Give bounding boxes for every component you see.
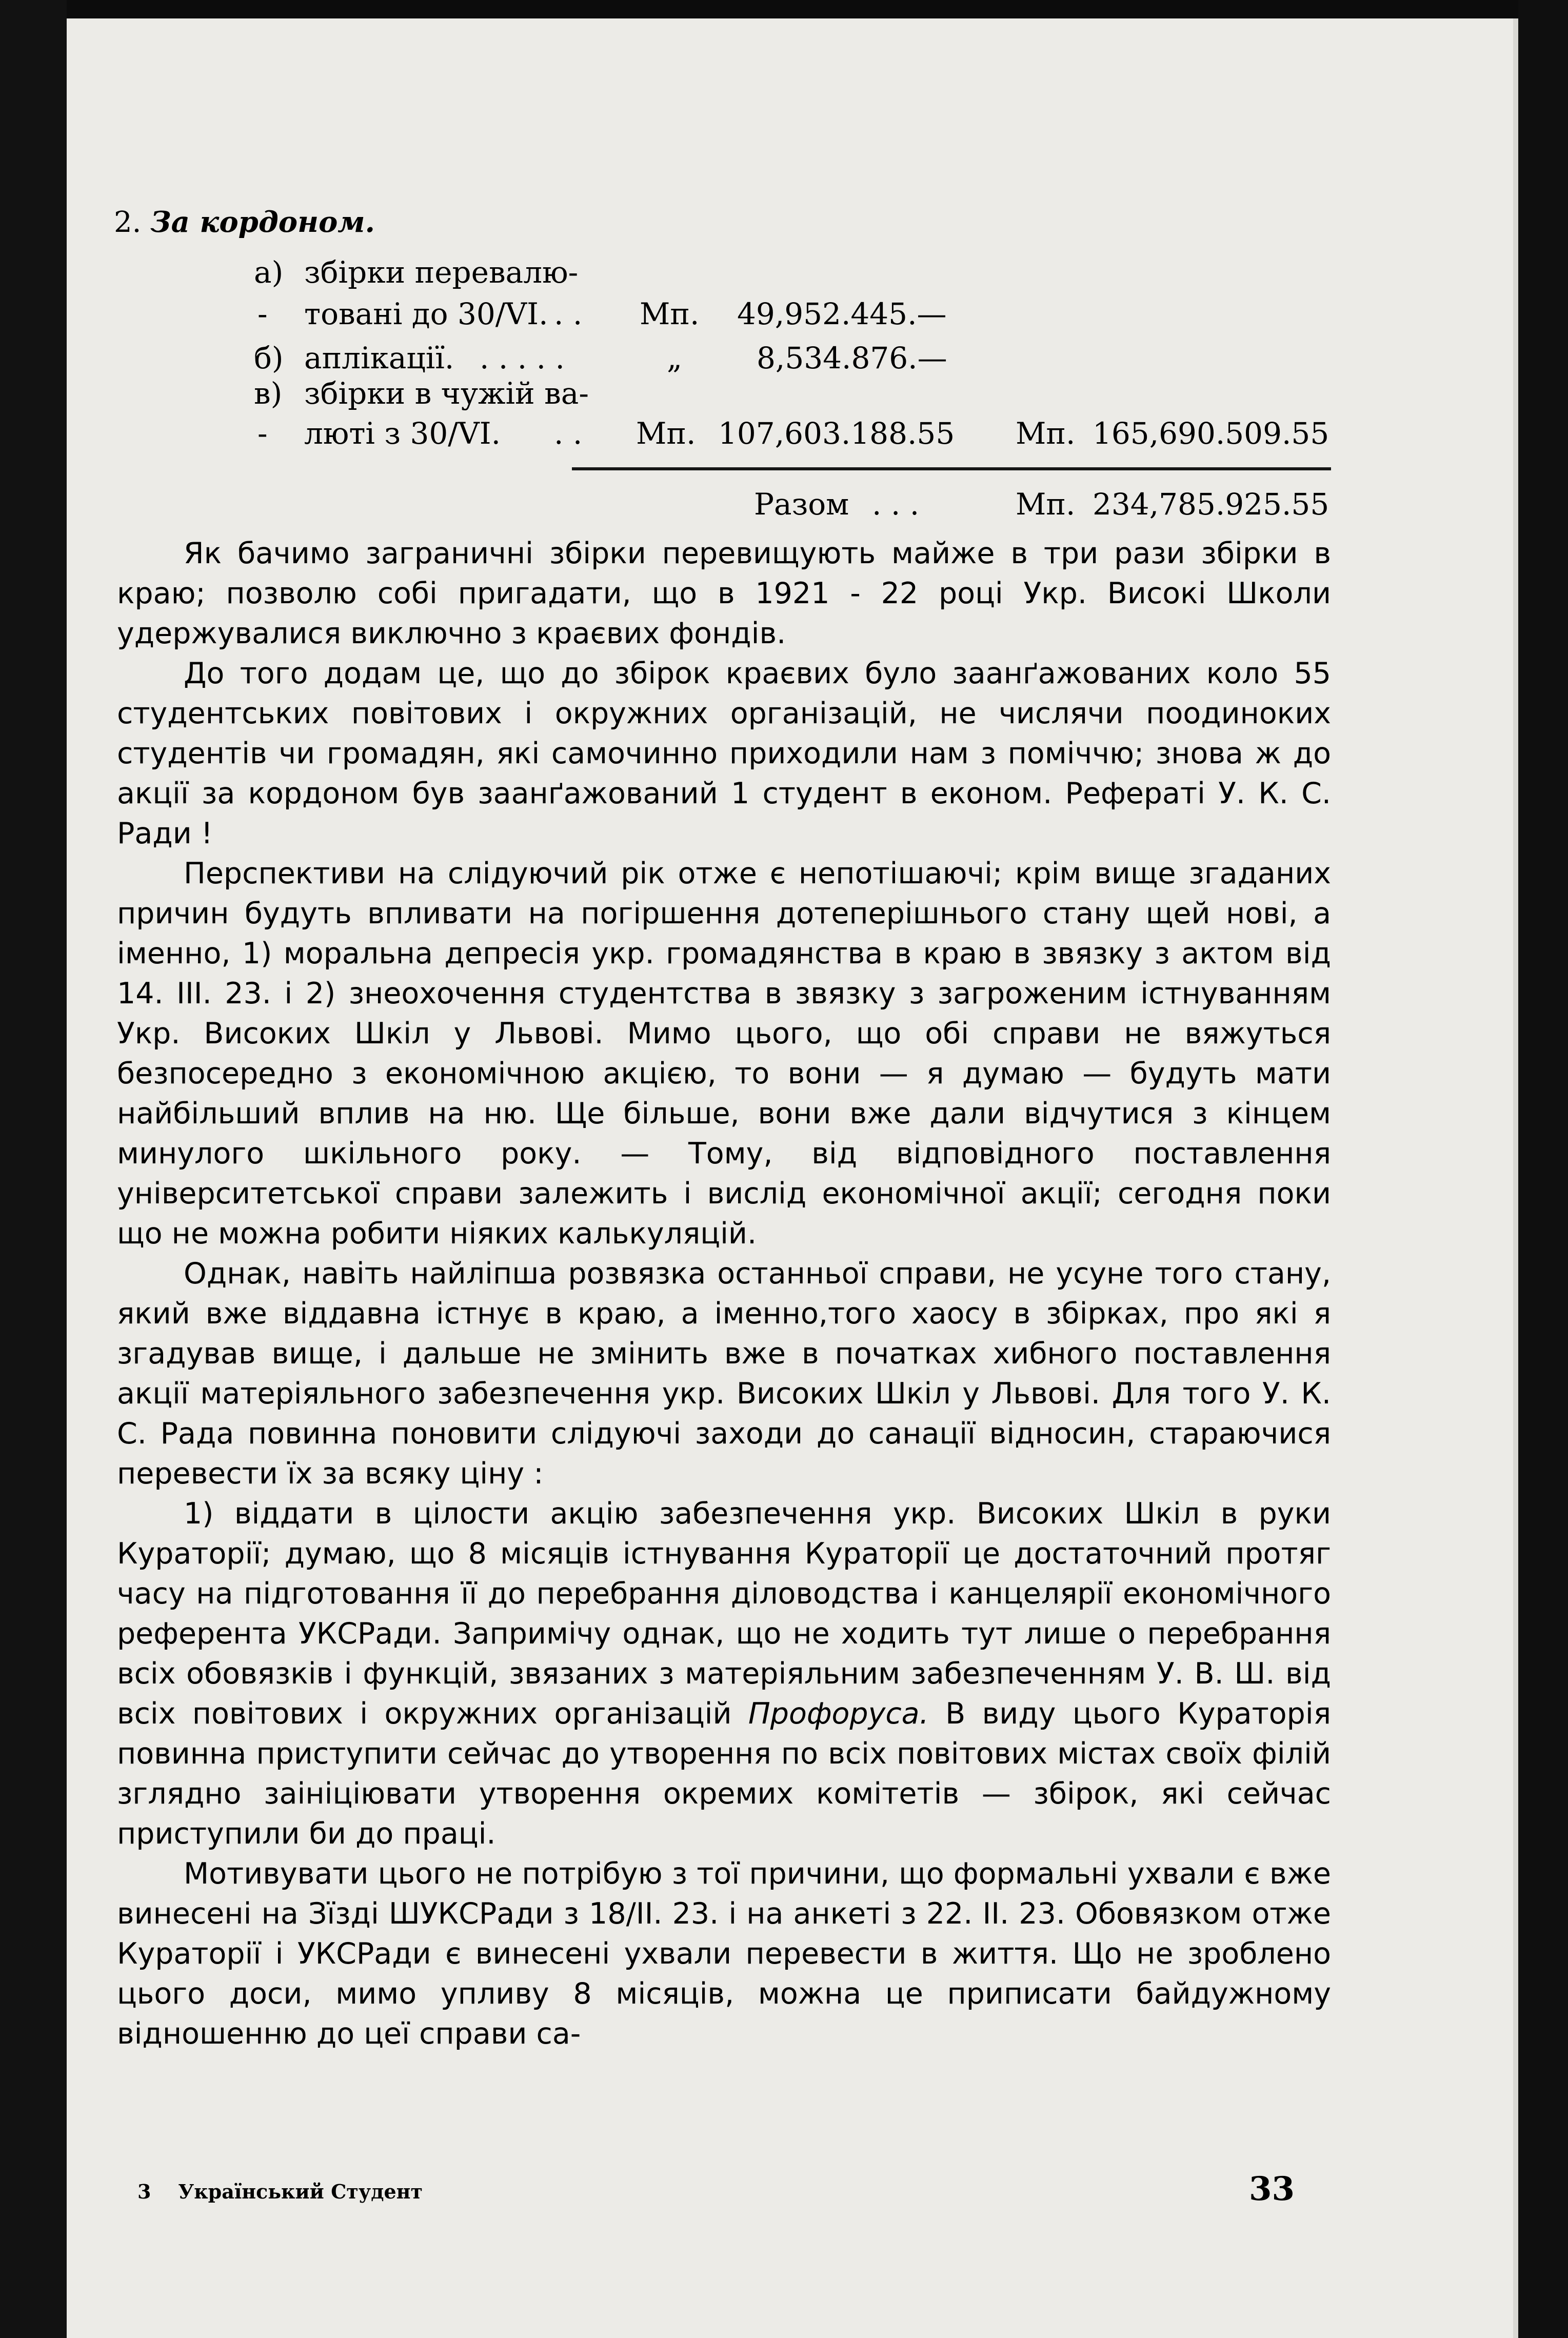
- row-currency: „: [667, 341, 683, 375]
- row-total: 165,690.509.55: [1093, 416, 1329, 451]
- row-currency: Мп.: [636, 416, 696, 451]
- sum-rule: [572, 467, 1331, 470]
- row-label: люті з 30/VI.: [304, 416, 501, 451]
- row-currency: Мп.: [640, 296, 700, 331]
- paragraph: Однак, навіть найліпша розвязка останньої справи, не усуне того стану, який вже віддавна істнує в краю, а іменно,того хаосу в збірках, про які я згадував вище, і дальше не змінить вже в початках хибного поставлення акції матеріяльного забезпечення укр. Високих Шкіл у Львові. Для того У. К. С. Рада повинна поновити слідуючі заходи до санації відносин, стараючися перевести їх за всяку ціну :: [117, 1257, 1331, 1491]
- sum-currency: Мп.: [1016, 487, 1076, 522]
- issue-number: 3: [137, 2180, 151, 2203]
- list-item-text: 1) віддати в цілости акцію забезпечення укр. Високих Шкіл в руки Кураторії; думаю, що 8 місяців істнування Кураторії це достаточний протяг часу на підготовання її до перебрання діловодства і канцелярії економічного референта УКСРади. Запримічу однак, що не ходить тут лише о перебрання всіх обовязків і функцій, звязаних з матеріяльним забезпеченням У. В. Ш. від всіх повітових і окружних організацій: [117, 1497, 1331, 1731]
- row-mark: б): [254, 341, 284, 375]
- section-title: За кордоном.: [150, 205, 375, 239]
- row-mark: а): [254, 255, 284, 290]
- paragraph: Мотивувати цього не потрібую з тої причини, що формальні ухвали є вже винесені на Зїзді ШУКСРади з 18/II. 23. і на анкеті з 22. II. 23. Обовязком отже Кураторії і УКСРади є винесені ухвали перевести в життя. Що не зроблено цього доси, мимо упливу 8 місяців, можна це приписати байдужному відношенню до цеї справи са-: [117, 1857, 1331, 2051]
- body-text: [117, 533, 1331, 2054]
- scan-top-border: [0, 0, 1568, 18]
- row-mark: -: [257, 296, 268, 331]
- sum-dots: . . .: [872, 487, 920, 522]
- section-number: 2.: [114, 206, 142, 239]
- row-mark: -: [257, 416, 268, 451]
- scan-right-border: [1518, 0, 1568, 2338]
- row-dots: . .: [554, 296, 583, 331]
- list-item: [117, 1494, 1331, 1854]
- list-item-emphasis: Профоруса.: [748, 1697, 929, 1731]
- row-total-currency: Мп.: [1016, 416, 1076, 451]
- journal-title: Український Студент: [178, 2180, 423, 2203]
- row-mark: в): [254, 376, 283, 411]
- page-number: 33: [1249, 2170, 1295, 2208]
- list-item-text: В виду цього Кураторія повинна приступити сейчас до утворення по всіх повітових містах своїх філій зглядно заініціювати утворення окремих комітетів — збірок, які сейчас приступили би до праці.: [117, 1697, 1331, 1851]
- page-edge: [1513, 18, 1518, 2338]
- row-dots: . . . . .: [480, 341, 565, 375]
- row-dots: . .: [554, 416, 583, 451]
- sum-label: Разом: [754, 487, 849, 522]
- section-heading: [114, 205, 375, 239]
- paragraph: Перспективи на слідуючий рік отже є непотішаючі; крім вище згаданих причин будуть впливати на погіршення дотеперішнього стану щей нові, а іменно, 1) моральна депресія укр. громадянства в краю в звязку з актом від 14. III. 23. і 2) знеохочення студентства в звязку з загроженим істнуванням Укр. Високих Шкіл у Львові. Мимо цього, що обі справи не вяжуться безпосередно з економічною акцією, то вони — я думаю — будуть мати найбільший вплив на ню. Ще більше, вони вже дали відчутися з кінцем минулого шкільного року. — Тому, від відповідного поставлення університетської справи залежить і вислід економічної акції; сегодня поки що не можна робити ніяких калькуляцій.: [117, 857, 1331, 1251]
- paragraph: Як бачимо заграничні збірки перевищують майже в три рази збірки в краю; позволю собі пригадати, що в 1921 - 22 році Укр. Високі Школи удержувалися виключно з краєвих фондів.: [117, 537, 1331, 650]
- row-label: збірки в чужій ва-: [304, 376, 589, 411]
- scan-left-border: [0, 0, 67, 2338]
- row-label: товані до 30/VI.: [304, 296, 548, 331]
- row-amount: 107,603.188.55: [718, 416, 955, 451]
- paragraph: До того додам це, що до збірок краєвих було заанґажованих коло 55 студентських повітових і окружних організацій, не числячи поодиноких студентів чи громадян, які самочинно приходили нам з поміччю; знова ж до акції за кордоном був заанґажований 1 студент в економ. Рефераті У. К. С. Ради !: [117, 657, 1331, 850]
- row-amount: 49,952.445.—: [737, 296, 947, 331]
- row-label: аплікації.: [304, 341, 454, 375]
- row-amount: 8,534.876.—: [757, 341, 947, 375]
- footer-journal: [137, 2180, 423, 2203]
- row-label: збірки перевалю-: [304, 255, 579, 290]
- sum-total: 234,785.925.55: [1093, 487, 1329, 522]
